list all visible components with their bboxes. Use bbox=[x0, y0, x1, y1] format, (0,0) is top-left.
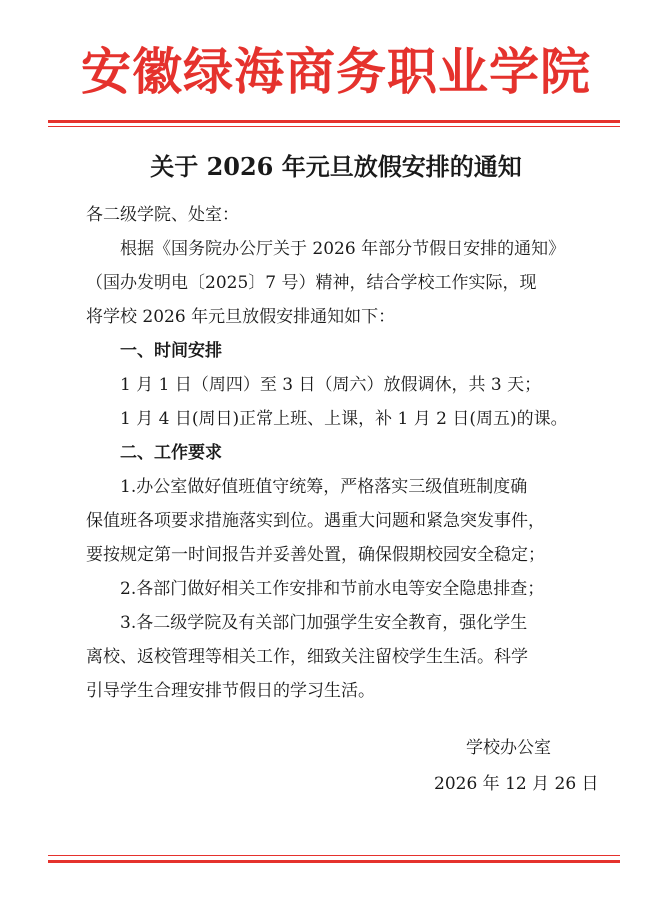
requirement-3-line-1: 3.各二级学院及有关部门加强学生安全教育，强化学生 bbox=[120, 613, 528, 633]
footer-rule-bottom bbox=[48, 860, 620, 863]
intro-line-3: 将学校 2026 年元旦放假安排通知如下： bbox=[86, 307, 396, 327]
schedule-line-2: 1 月 4 日(周日)正常上班、上课，补 1 月 2 日(周五)的课。 bbox=[120, 409, 568, 429]
institution-header: 安徽绿海商务职业学院 bbox=[81, 42, 591, 101]
requirement-1-line-3: 要按规定第一时间报告并妥善处置，确保假期校园安全稳定； bbox=[86, 545, 545, 565]
salutation: 各二级学院、处室： bbox=[86, 205, 239, 225]
notice-title: 关于 2026 年元旦放假安排的通知 bbox=[150, 152, 522, 181]
header-rule-top bbox=[48, 120, 620, 123]
header-rule-bottom bbox=[48, 126, 620, 127]
section-heading-requirements: 二、工作要求 bbox=[120, 443, 222, 463]
schedule-line-1: 1 月 1 日（周四）至 3 日（周六）放假调休，共 3 天； bbox=[120, 375, 542, 395]
requirement-2: 2.各部门做好相关工作安排和节前水电等安全隐患排查； bbox=[120, 579, 545, 599]
issue-date: 2026 年 12 月 26 日 bbox=[434, 774, 599, 794]
requirement-3-line-2: 离校、返校管理等相关工作，细致关注留校学生生活。科学 bbox=[86, 647, 528, 667]
requirement-1-line-1: 1.办公室做好值班值守统筹，严格落实三级值班制度确 bbox=[120, 477, 528, 497]
issuer-name: 学校办公室 bbox=[466, 738, 551, 758]
intro-line-1: 根据《国务院办公厅关于 2026 年部分节假日安排的通知》 bbox=[120, 239, 566, 259]
section-heading-schedule: 一、时间安排 bbox=[120, 341, 222, 361]
requirement-3-line-3: 引导学生合理安排节假日的学习生活。 bbox=[86, 681, 375, 701]
intro-line-2: （国办发明电〔2025〕7 号）精神，结合学校工作实际，现 bbox=[86, 273, 537, 293]
requirement-1-line-2: 保值班各项要求措施落实到位。遇重大问题和紧急突发事件， bbox=[86, 511, 545, 531]
footer-rule-top bbox=[48, 855, 620, 856]
